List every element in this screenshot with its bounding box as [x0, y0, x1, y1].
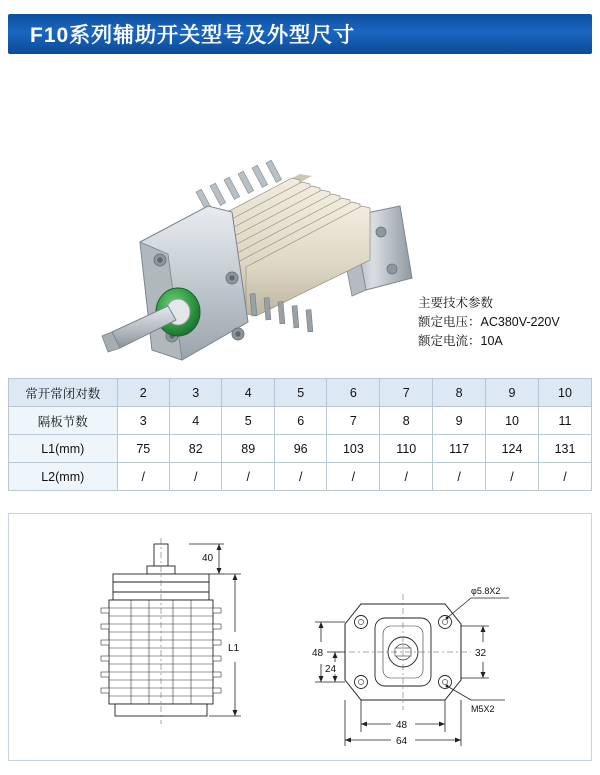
table-cell: 8: [380, 407, 433, 435]
dim-label-40: 40: [202, 553, 214, 564]
row-label: 常开常闭对数: [9, 379, 118, 407]
table-cell: 2: [117, 379, 169, 407]
dim-label-48-left: 48: [312, 648, 324, 659]
table-cell: 9: [486, 379, 539, 407]
table-row: [9, 379, 592, 407]
table-cell: 6: [274, 407, 326, 435]
table-cell: 75: [117, 435, 169, 463]
dim-label-64: 64: [396, 736, 408, 747]
table-cell: 117: [433, 435, 486, 463]
table-cell: /: [327, 463, 380, 491]
specs-voltage: 额定电压：AC380V-220V: [418, 315, 560, 329]
table-cell: /: [117, 463, 169, 491]
table-cell: 7: [380, 379, 433, 407]
table-cell: /: [170, 463, 222, 491]
table-cell: 96: [274, 435, 326, 463]
dim-label-thread: M5X2: [471, 704, 495, 714]
table-cell: 5: [274, 379, 326, 407]
table-cell: 3: [170, 379, 222, 407]
dim-label-32: 32: [475, 648, 487, 659]
specs-current: 额定电流：10A: [418, 334, 503, 348]
row-label: 隔板节数: [9, 407, 118, 435]
specs-title: 主要技术参数: [418, 296, 494, 310]
table-cell: 4: [170, 407, 222, 435]
table-cell: 7: [327, 407, 380, 435]
dim-label-hole: φ5.8X2: [471, 586, 501, 596]
table-cell: /: [380, 463, 433, 491]
table-cell: 124: [486, 435, 539, 463]
table-row: [9, 463, 592, 491]
table-cell: 5: [222, 407, 274, 435]
table-cell: 103: [327, 435, 380, 463]
spec-table: [8, 378, 592, 491]
table-cell: 4: [222, 379, 274, 407]
table-cell: /: [274, 463, 326, 491]
table-cell: 11: [538, 407, 591, 435]
row-label: L1(mm): [9, 435, 118, 463]
dimension-drawings: [9, 514, 591, 760]
table-cell: 3: [117, 407, 169, 435]
table-cell: 89: [222, 435, 274, 463]
table-cell: /: [433, 463, 486, 491]
table-row: [9, 407, 592, 435]
table-cell: /: [486, 463, 539, 491]
dim-label-24: 24: [325, 664, 337, 675]
table-cell: 10: [538, 379, 591, 407]
table-cell: 110: [380, 435, 433, 463]
technical-specs: [418, 294, 560, 351]
dimension-drawing-panel: [8, 513, 592, 761]
dim-label-48-bottom: 48: [396, 720, 408, 731]
table-row: [9, 435, 592, 463]
side-view-drawing: [101, 538, 221, 724]
table-cell: 6: [327, 379, 380, 407]
product-photo: [0, 64, 600, 364]
table-cell: 8: [433, 379, 486, 407]
table-cell: 131: [538, 435, 591, 463]
dim-label-L1: L1: [228, 643, 240, 654]
table-cell: /: [538, 463, 591, 491]
table-cell: /: [222, 463, 274, 491]
page-header: [8, 14, 592, 54]
spec-table-wrapper: [8, 378, 592, 491]
front-view-drawing: [335, 594, 471, 710]
table-cell: 10: [486, 407, 539, 435]
row-label: L2(mm): [9, 463, 118, 491]
page-title: F10系列辅助开关型号及外型尺寸: [30, 24, 356, 47]
table-cell: 9: [433, 407, 486, 435]
table-cell: 82: [170, 435, 222, 463]
